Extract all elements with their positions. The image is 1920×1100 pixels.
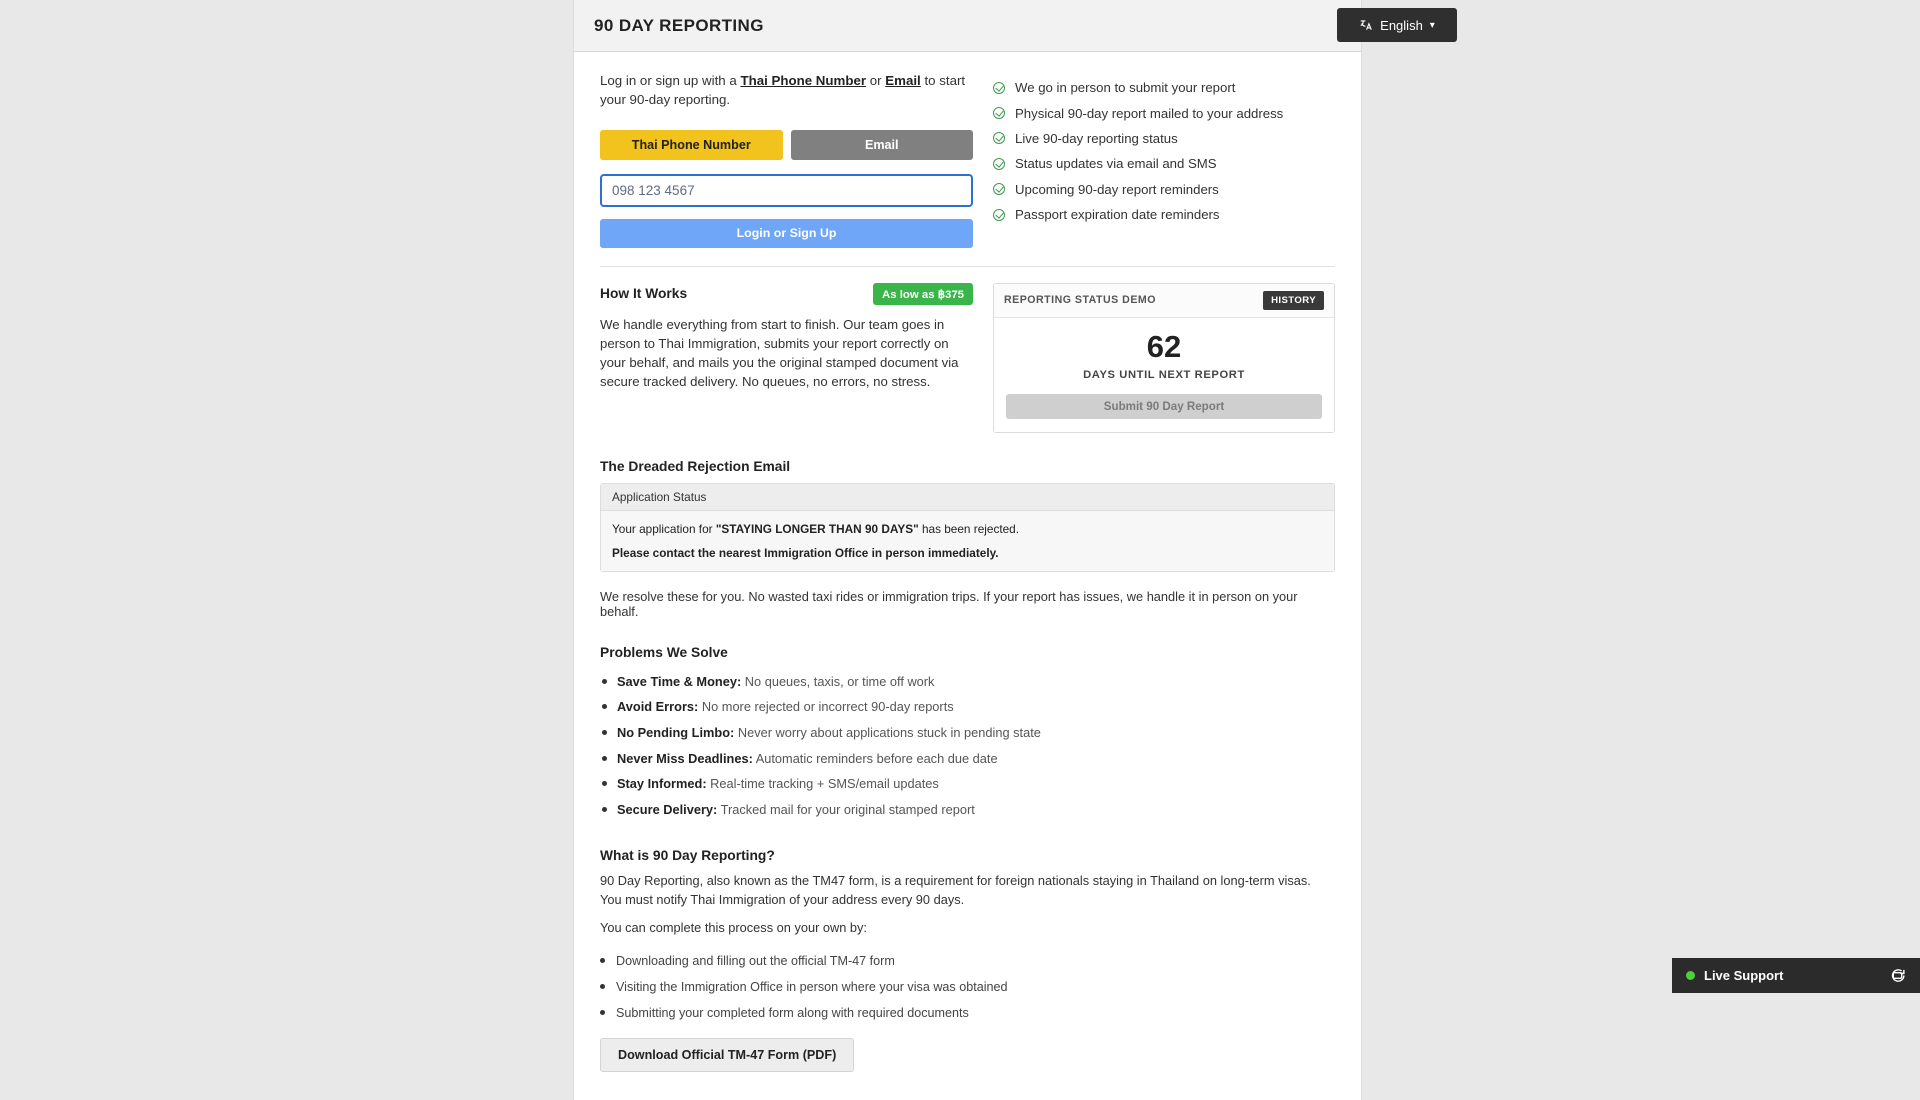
- check-circle-icon: [993, 107, 1005, 119]
- auth-intro-prefix: Log in or sign up with a: [600, 73, 741, 88]
- language-label: English: [1380, 17, 1423, 33]
- check-circle-icon: [993, 158, 1005, 170]
- rejection-panel: [600, 483, 1335, 572]
- how-it-works-header: [600, 283, 973, 305]
- bullet-icon: [600, 958, 605, 963]
- benefit-label: Live 90-day reporting status: [1015, 130, 1178, 146]
- rejection-line-1-quoted: "STAYING LONGER THAN 90 DAYS": [715, 521, 919, 536]
- list-item: [600, 694, 1335, 720]
- list-item: [993, 126, 1335, 151]
- online-status-dot-icon: [1686, 971, 1695, 980]
- tab-thai-phone-number[interactable]: Thai Phone Number: [600, 130, 783, 160]
- bullet-icon: [602, 679, 607, 684]
- step-label: Visiting the Immigration Office in person where your visa was obtained: [616, 979, 1008, 994]
- login-or-signup-button[interactable]: Login or Sign Up: [600, 219, 973, 248]
- check-circle-icon: [993, 82, 1005, 94]
- check-circle-icon: [993, 132, 1005, 144]
- bullet-icon: [602, 781, 607, 786]
- list-item: [993, 151, 1335, 176]
- problem-label: Stay Informed:: [617, 776, 707, 792]
- benefit-label: Upcoming 90-day report reminders: [1015, 181, 1219, 197]
- list-item: [600, 669, 1335, 695]
- submit-90-day-report-button[interactable]: Submit 90 Day Report: [1006, 394, 1322, 419]
- email-link[interactable]: Email: [885, 73, 921, 88]
- bullet-icon: [600, 984, 605, 989]
- how-it-works-panel: [600, 283, 973, 433]
- bullet-icon: [602, 704, 607, 709]
- tab-email[interactable]: Email: [791, 130, 974, 160]
- list-item: [600, 745, 1335, 771]
- benefit-label: Status updates via email and SMS: [1015, 156, 1217, 172]
- benefits-list: [993, 75, 1335, 227]
- problem-label: Secure Delivery:: [617, 801, 718, 817]
- benefit-label: We go in person to submit your report: [1015, 80, 1236, 96]
- problems-list: [600, 669, 1335, 823]
- days-until-next-report-label: DAYS UNTIL NEXT REPORT: [1083, 368, 1245, 381]
- problem-text: Real-time tracking + SMS/email updates: [706, 776, 939, 792]
- check-circle-icon: [993, 209, 1005, 221]
- demo-card-header: [994, 284, 1334, 318]
- auth-intro: [600, 71, 973, 110]
- problem-text: No queues, taxis, or time off work: [741, 673, 935, 689]
- phone-number-input[interactable]: [600, 174, 973, 207]
- reporting-status-demo-card: [993, 283, 1335, 433]
- check-circle-icon: [993, 183, 1005, 195]
- resolve-text: We resolve these for you. No wasted taxi rides or immigration trips. If your report has issues, we handle it in person on your behalf.: [600, 588, 1298, 619]
- download-tm47-form-button[interactable]: Download Official TM-47 Form (PDF): [600, 1038, 854, 1072]
- bullet-icon: [602, 730, 607, 735]
- rejection-panel-header: Application Status: [601, 484, 1334, 511]
- diy-steps-list: [600, 948, 1335, 1026]
- chat-bubble-icon: [1889, 967, 1906, 984]
- thai-phone-link[interactable]: Thai Phone Number: [740, 73, 867, 88]
- list-item: [600, 1000, 1335, 1026]
- language-selector[interactable]: [1337, 8, 1457, 42]
- list-item: [600, 720, 1335, 746]
- chevron-down-icon: ▾: [1429, 19, 1435, 31]
- list-item: [600, 948, 1335, 974]
- list-item: [600, 974, 1335, 1000]
- translate-icon: [1359, 18, 1373, 32]
- how-it-works-row: [600, 267, 1335, 433]
- rejection-line-1-suffix: has been rejected.: [918, 521, 1020, 536]
- page-header: [574, 0, 1435, 52]
- rejection-line-1-prefix: Your application for: [612, 521, 716, 536]
- problem-label: No Pending Limbo:: [617, 725, 735, 741]
- live-support-widget[interactable]: [1672, 958, 1920, 993]
- what-is-paragraph-2: You can complete this process on your own by:: [600, 919, 867, 935]
- rejection-section-title: The Dreaded Rejection Email: [600, 458, 791, 474]
- problem-label: Avoid Errors:: [617, 699, 699, 715]
- live-support-label: Live Support: [1704, 968, 1784, 983]
- list-item: [600, 771, 1335, 797]
- list-item: [993, 202, 1335, 227]
- benefit-label: Passport expiration date reminders: [1015, 207, 1220, 223]
- auth-method-tabs: [600, 130, 973, 160]
- step-label: Submitting your completed form along with required documents: [616, 1005, 969, 1020]
- problem-text: Automatic reminders before each due date: [752, 750, 998, 766]
- problem-label: Save Time & Money:: [617, 673, 742, 689]
- list-item: [600, 797, 1335, 823]
- bullet-icon: [602, 756, 607, 761]
- list-item: [993, 177, 1335, 202]
- rejection-panel-body: [601, 511, 1334, 571]
- what-is-paragraph-1: 90 Day Reporting, also known as the TM47 form, is a requirement for foreign nationals staying in Thailand on long-term visas. You must notify Thai Immigration of your address every 90 days.: [600, 873, 1311, 908]
- auth-intro-middle: or: [866, 73, 886, 88]
- auth-benefits-row: [600, 52, 1335, 248]
- demo-card-body: [994, 318, 1334, 432]
- step-label: Downloading and filling out the official TM-47 form: [616, 953, 895, 968]
- how-it-works-text: We handle everything from start to finish. Our team goes in person to Thai Immigration, submits your report correctly on your behalf, and mails you the original stamped document via secure tracked delivery. No queues, no errors, no stress.: [600, 316, 959, 389]
- price-badge: As low as ฿375: [873, 283, 973, 305]
- page-sheet: [574, 0, 1435, 1100]
- what-is-section-title: What is 90 Day Reporting?: [600, 848, 775, 864]
- bullet-icon: [600, 1010, 605, 1015]
- benefits-panel: [993, 71, 1335, 248]
- list-item: [993, 100, 1335, 125]
- problem-label: Never Miss Deadlines:: [617, 750, 753, 766]
- auth-intro-suffix: to start your 90-day reporting.: [600, 73, 966, 108]
- auth-panel: [600, 71, 973, 248]
- problem-text: Never worry about applications stuck in pending state: [734, 725, 1041, 741]
- bullet-icon: [602, 807, 607, 812]
- rejection-line-2: Please contact the nearest Immigration Office in person immediately.: [612, 545, 999, 560]
- list-item: [993, 75, 1335, 100]
- history-button[interactable]: HISTORY: [1263, 291, 1324, 310]
- page-title: 90 DAY REPORTING: [594, 15, 764, 35]
- days-until-next-report-value: 62: [1146, 328, 1182, 364]
- demo-card-title: REPORTING STATUS DEMO: [1004, 294, 1156, 307]
- rejection-line-1: [612, 522, 1323, 536]
- problems-section-title: Problems We Solve: [600, 644, 728, 660]
- how-it-works-title: How It Works: [600, 286, 688, 302]
- problem-text: No more rejected or incorrect 90-day reports: [698, 699, 954, 715]
- problem-text: Tracked mail for your original stamped report: [717, 801, 975, 817]
- benefit-label: Physical 90-day report mailed to your address: [1015, 105, 1284, 121]
- page-content: [574, 52, 1361, 1100]
